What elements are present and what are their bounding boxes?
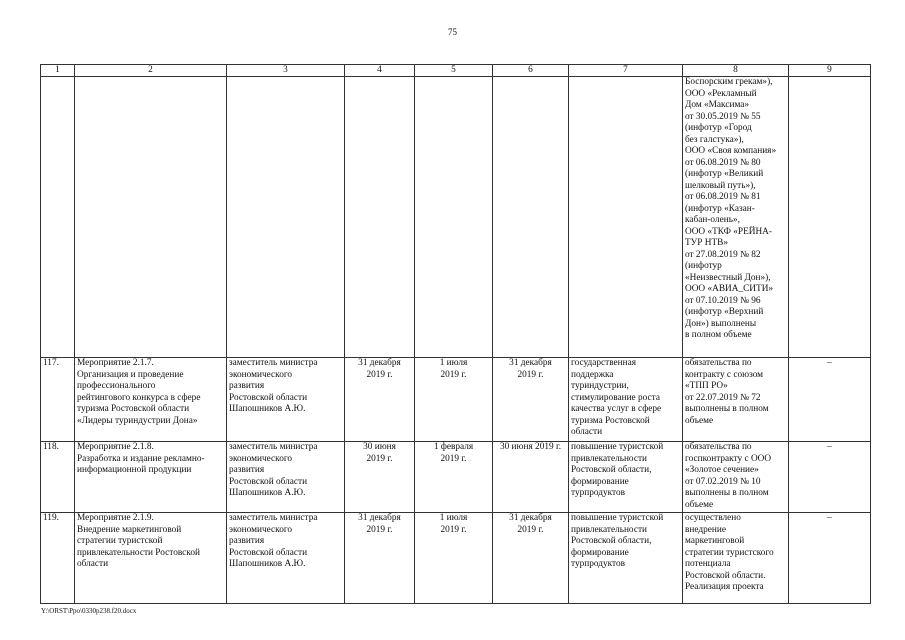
cell-text-line: области: [571, 427, 603, 437]
column-header: 3: [227, 65, 345, 77]
cell-text-line: выполнены в полном: [685, 488, 769, 498]
cell-text-line: рейтингового конкурса в сфере: [77, 392, 201, 403]
cell-text-line: Шапошников А.Ю.: [229, 404, 306, 414]
row-number-cell: [41, 513, 75, 604]
note-cell: [789, 77, 871, 358]
cell-text-line: объеме: [685, 499, 714, 510]
responsible-cell: [227, 513, 345, 604]
event-cell: [75, 513, 227, 604]
cell-text-line: заместитель министра: [229, 513, 318, 523]
cell-text-line: государственная: [571, 358, 637, 368]
table-row: [41, 358, 871, 442]
cell-text-line: ТУР НТВ»: [685, 238, 728, 248]
cell-text-line: «ТПП РО»: [685, 381, 728, 391]
cell-text-line: обязательства по: [685, 358, 752, 368]
cell-text-line: внедрение: [685, 524, 726, 535]
cell-text-line: Реализация проекта: [685, 582, 764, 592]
cell-text-line: привлекательности: [571, 524, 647, 535]
cell-text-line: области: [77, 559, 109, 569]
cell-text-line: повышение туристской: [571, 442, 664, 452]
cell-text-line: турпродуктов: [571, 488, 625, 498]
cell-text-line: 118.: [43, 442, 59, 452]
cell-text-line: 2019 г.: [366, 524, 393, 535]
column-header: 1: [41, 65, 75, 77]
cell-text-line: от 07.02.2019 № 10: [685, 476, 761, 487]
cell-text-line: –: [827, 442, 832, 452]
actual-start-cell: [415, 77, 493, 358]
cell-text-line: привлекательности Ростовской: [77, 547, 200, 558]
cell-text-line: Ростовской области,: [571, 465, 652, 475]
cell-text-line: информационной продукции: [77, 465, 192, 475]
table-row: [41, 442, 871, 513]
cell-text-line: от 27.08.2019 № 82: [685, 249, 761, 260]
cell-text-line: Ростовской области: [229, 547, 308, 558]
actual-end-cell: [493, 513, 569, 604]
cell-text-line: стимулирование роста: [571, 392, 660, 403]
column-header: 6: [493, 65, 569, 77]
actual-end-cell: [493, 442, 569, 513]
cell-text-line: выполнены в полном: [685, 404, 769, 414]
planned-date-cell: [345, 358, 415, 442]
cell-text-line: (инфотур «Верхний: [685, 307, 764, 317]
row-number-cell: [41, 358, 75, 442]
cell-text-line: 117.: [43, 358, 59, 368]
cell-text-line: от 06.08.2019 № 81: [685, 192, 761, 202]
actual-result-cell: [683, 358, 789, 442]
cell-text-line: (инфотур «Город: [685, 123, 752, 133]
cell-text-line: профессионального: [77, 381, 156, 391]
cell-text-line: стратегии туристской: [77, 536, 163, 546]
cell-text-line: стратегии туристского: [685, 547, 774, 558]
cell-text-line: (инфотур «Великий: [685, 169, 764, 179]
cell-text-line: объеме: [685, 415, 714, 426]
cell-text-line: 31 декабря: [509, 358, 552, 368]
column-header: 7: [569, 65, 683, 77]
cell-text-line: привлекательности: [571, 453, 647, 464]
cell-text-line: (инфотур: [685, 261, 722, 271]
page-number: 75: [448, 27, 457, 37]
cell-text-line: от 06.08.2019 № 80: [685, 157, 761, 168]
cell-text-line: шелковый путь»),: [685, 180, 756, 191]
table-row: [41, 77, 871, 358]
cell-text-line: 30 июня 2019 г.: [499, 442, 562, 452]
cell-text-line: от 07.10.2019 № 96: [685, 295, 761, 306]
note-cell: [789, 513, 871, 604]
file-path-footer: Y:\ORST\Ppo\0330p238.f20.docx: [41, 607, 137, 615]
column-header: 9: [789, 65, 871, 77]
cell-text-line: в полном объеме: [685, 330, 752, 340]
table-header-row: [41, 65, 871, 77]
cell-text-line: –: [827, 358, 832, 368]
planned-date-cell: [345, 513, 415, 604]
cell-text-line: Дон») выполнены: [685, 318, 757, 329]
cell-text-line: «Золотое сечение»: [685, 465, 759, 475]
table-row: [41, 513, 871, 604]
cell-text-line: потенциала: [685, 559, 731, 569]
cell-text-line: 2019 г.: [440, 524, 467, 535]
cell-text-line: турпродуктов: [571, 559, 625, 569]
column-header: 4: [345, 65, 415, 77]
actual-end-cell: [493, 77, 569, 358]
cell-text-line: туризма Ростовской области: [77, 404, 190, 414]
cell-text-line: экономического: [229, 453, 293, 464]
cell-text-line: Шапошников А.Ю.: [229, 488, 306, 498]
cell-text-line: Мероприятие 2.1.9.: [77, 513, 154, 523]
planned-date-cell: [345, 77, 415, 358]
column-header: 8: [683, 65, 789, 77]
row-number-cell: [41, 442, 75, 513]
responsible-cell: [227, 442, 345, 513]
planned-result-cell: [569, 77, 683, 358]
cell-text-line: 1 февраля: [433, 442, 474, 452]
actual-start-cell: [415, 358, 493, 442]
cell-text-line: маркетинговой: [685, 536, 745, 546]
cell-text-line: –: [827, 513, 832, 523]
column-header: 5: [415, 65, 493, 77]
cell-text-line: 2019 г.: [366, 453, 393, 464]
cell-text-line: Мероприятие 2.1.8.: [77, 442, 154, 452]
cell-text-line: ООО «Рекламный: [685, 88, 757, 99]
cell-text-line: Ростовской области: [229, 476, 308, 487]
note-cell: [789, 442, 871, 513]
cell-text-line: 1 июля: [439, 513, 468, 523]
cell-text-line: Внедрение маркетинговой: [77, 524, 182, 535]
cell-text-line: 30 июня: [363, 442, 396, 452]
actual-result-cell: [683, 442, 789, 513]
actual-start-cell: [415, 442, 493, 513]
cell-text-line: контракту с союзом: [685, 369, 764, 380]
cell-text-line: от 22.07.2019 № 72: [685, 392, 761, 403]
responsible-cell: [227, 77, 345, 358]
cell-text-line: «Неизвестный Дон»),: [685, 272, 771, 283]
cell-text-line: кабан-олень»,: [685, 215, 740, 225]
event-cell: [75, 442, 227, 513]
cell-text-line: Ростовской области: [229, 392, 308, 403]
actual-result-cell: [683, 77, 789, 358]
cell-text-line: экономического: [229, 369, 293, 380]
cell-text-line: формирование: [571, 476, 629, 487]
planned-date-cell: [345, 442, 415, 513]
planned-result-cell: [569, 513, 683, 604]
cell-text-line: 2019 г.: [440, 453, 467, 464]
cell-text-line: туризма Ростовской: [571, 415, 650, 426]
row-number-cell: [41, 77, 75, 358]
cell-text-line: качества услуг в сфере: [571, 404, 662, 414]
cell-text-line: Боспорским грекам»),: [685, 77, 773, 87]
cell-text-line: (инфотур «Казан-: [685, 203, 755, 214]
cell-text-line: ООО «ТКФ «РЕЙНА-: [685, 226, 772, 237]
cell-text-line: повышение туристской: [571, 513, 664, 523]
actual-end-cell: [493, 358, 569, 442]
cell-text-line: Ростовской области,: [571, 536, 652, 546]
cell-text-line: 2019 г.: [517, 369, 544, 380]
cell-text-line: 2019 г.: [517, 524, 544, 535]
report-table: [40, 64, 871, 604]
cell-text-line: без галстука»),: [685, 134, 744, 145]
cell-text-line: 1 июля: [439, 358, 468, 368]
cell-text-line: 31 декабря: [358, 358, 401, 368]
cell-text-line: 31 декабря: [509, 513, 552, 523]
cell-text-line: Мероприятие 2.1.7.: [77, 358, 154, 368]
cell-text-line: «Лидеры туриндустрии Дона»: [77, 415, 198, 426]
cell-text-line: Шапошников А.Ю.: [229, 559, 306, 569]
cell-text-line: Разработка и издание рекламно-: [77, 453, 205, 464]
cell-text-line: Дом «Максима»: [685, 100, 750, 110]
cell-text-line: туриндустрии,: [571, 381, 629, 391]
cell-text-line: развития: [229, 465, 265, 475]
cell-text-line: ООО «Своя компания»: [685, 146, 777, 156]
responsible-cell: [227, 358, 345, 442]
cell-text-line: ООО «АВИА_СИТИ»: [685, 284, 774, 294]
cell-text-line: заместитель министра: [229, 358, 318, 368]
planned-result-cell: [569, 358, 683, 442]
cell-text-line: от 30.05.2019 № 55: [685, 111, 761, 122]
cell-text-line: госпконтракту с ООО: [685, 453, 772, 464]
cell-text-line: 2019 г.: [440, 369, 467, 380]
cell-text-line: 119.: [43, 513, 59, 523]
cell-text-line: 31 декабря: [358, 513, 401, 523]
cell-text-line: Ростовской области.: [685, 570, 766, 581]
actual-result-cell: [683, 513, 789, 604]
column-header: 2: [75, 65, 227, 77]
cell-text-line: формирование: [571, 547, 629, 558]
actual-start-cell: [415, 513, 493, 604]
planned-result-cell: [569, 442, 683, 513]
cell-text-line: обязательства по: [685, 442, 752, 452]
cell-text-line: развития: [229, 536, 265, 546]
note-cell: [789, 358, 871, 442]
cell-text-line: Организация и проведение: [77, 369, 184, 380]
cell-text-line: заместитель министра: [229, 442, 318, 452]
cell-text-line: поддержка: [571, 369, 614, 380]
event-cell: [75, 358, 227, 442]
cell-text-line: 2019 г.: [366, 369, 393, 380]
cell-text-line: экономического: [229, 524, 293, 535]
cell-text-line: развития: [229, 381, 265, 391]
event-cell: [75, 77, 227, 358]
cell-text-line: осуществлено: [685, 513, 741, 523]
